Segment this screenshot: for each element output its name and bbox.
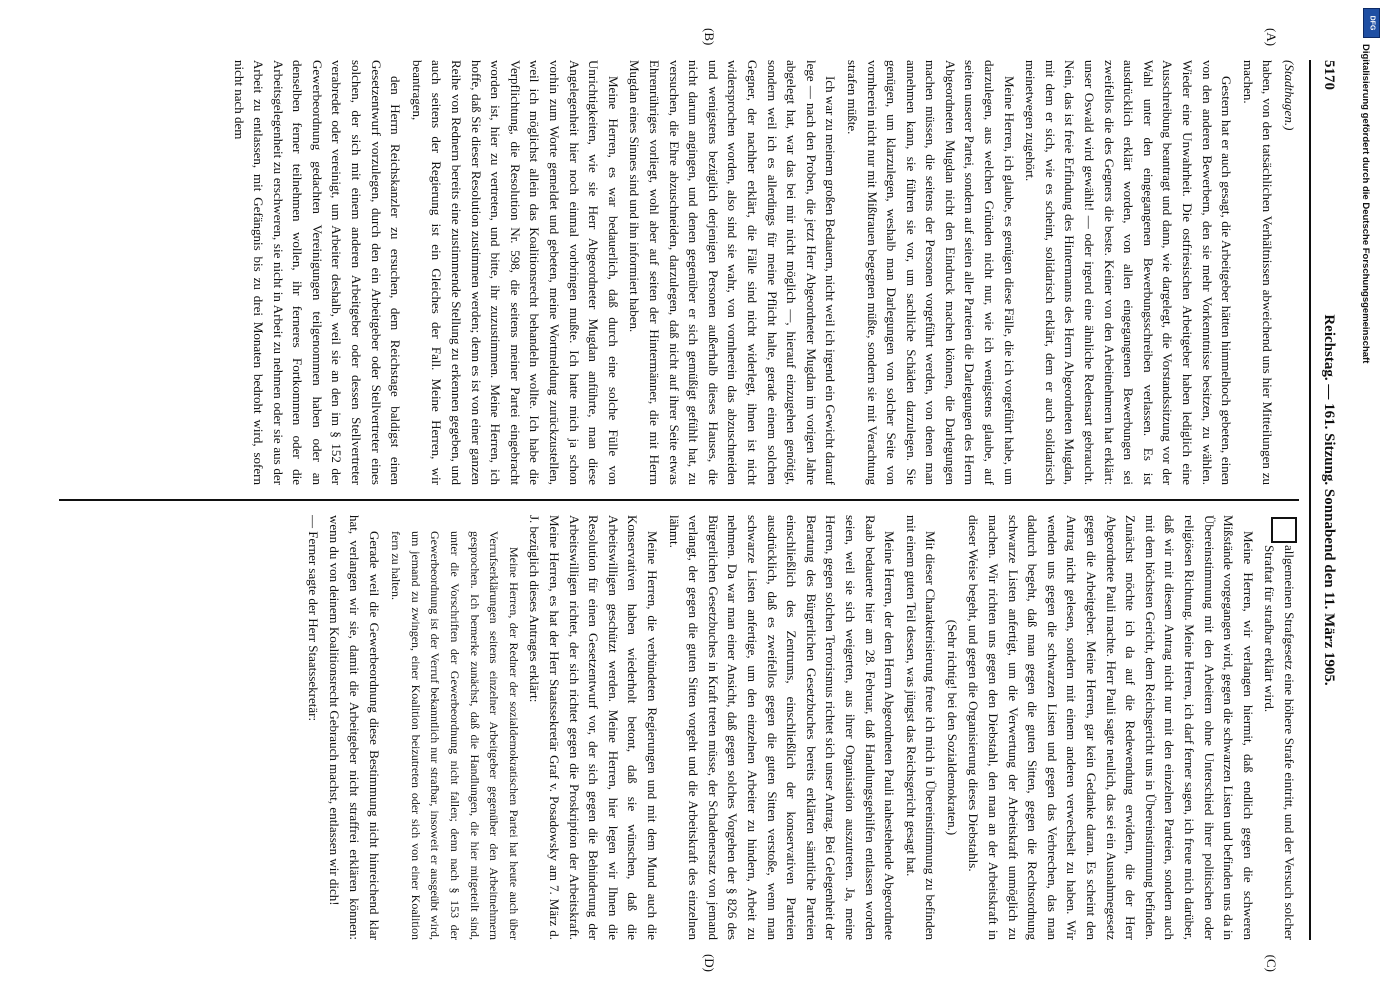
paragraph: Mit dieser Charakterisierung freue ich mich in Übereinstimmung zu befinden mit einem guten Teil dessen, was jüngst das Reichsgericht gesagt hat.	[903, 515, 938, 940]
paragraph: Meine Herren, der dem Herrn Abgeordneten Pauli nahestehende Abgeordnete Raab bedauerte hier am 28. Februar, daß Handlungsgehilfen entlassen worden seien, weil sie sich weigerten, aus ihrer Organisation auszutreten. Ja, meine Herren, gegen solchen Terrorismus richtet sich unser Antrag. Bei Gelegenheit der Beratung des Bürgerlichen Gesetzbuches bereits erklärten sämtliche Parteien einschließlich des Zentrums, einschließlich der konservativen Parteien ausdrücklich, daß es zweifellos gegen die guten Sitten verstoße, wenn man schwarze Listen anfertige, um den einzelnen Arbeiter zu hindern, Arbeit zu nehmen. Da war man einer Ansicht, daß gegen solches Vorgehen der § 826 des Bürgerlichen Gesetzbuches in Kraft treten müsse, der Schadenersatz von jemand verlangt, der gegen die guten Sitten vorgeht und die Arbeitskraft des einzelnen lähmt.	[666, 515, 897, 940]
column-divider	[59, 499, 1299, 501]
paragraph: Ich war zu meinem großen Bedauern, nicht weil ich irgend ein Gewicht darauf lege — nach den Proben, die jetzt Herr Abgeordneter Mugdan im vorigen Jahre abgelegt hat, war das bei mir nicht möglich —, hierauf einzugehen genötigt, sondern weil ich es allerdings für meine Pflicht halte, gerade einem solchen Gegner, der nachher erklärt, die Fälle sind nicht widerlegt, ihnen ist nicht widersprochen worden, also sind sie wahr, von vornherein das abzuschneiden und wenigstens bezüglich derjenigen Personen außerhalb dieses Hauses, die nicht darum angingen, und denen gegenüber er sich gemüßigt gefühlt hat, zu versuchen, die Ehre abzuschneiden, darzulegen, daß nicht auf ihrer Seite etwas Ehrenrühriges vorliegt, wohl aber auf seiten der Hintermänner, die mit Herrn Mugdan eines Sinnes sind und ihn informiert haben.	[626, 60, 838, 485]
paragraph: Meine Herren, wir verlangen hiermit, daß endlich gegen die schweren Mißstände vorgegangen wird, gegen die schwarzen Listen und befinden uns da in Übereinstimmung mit den Arbeitern ohne Unterschied ihrer politischen oder religiösen Richtung. Meine Herren, ich darf ferner sagen, ich freue mich darüber, daß wir mit diesem Antrag nicht nur mit den einzelnen Parteien, sondern auch mit dem höchsten Gericht, dem Reichsgericht uns in Übereinstimmung befinden. Zunächst möchte ich da auf die Redewendung erwidern, die der Herr Abgeordnete Pauli machte. Herr Pauli sagte neulich, das sei ein Ausnahmegesetz gegen die Arbeitgeber. Meine Herren, gar kein Gedanke daran. Es scheint den Antrag nicht gelesen, sondern mit einem anderen verwechselt zu haben. Wir wenden uns gegen die schwarzen Listen und gegen das Verbrechen, das man dadurch begeht, daß man gegen die guten Sitten, gegen die Rechtsordnung schwarze Listen anfertigt, um die Verwertung der Arbeitskraft unmöglich zu machen. Wir richten uns gegen den Diebstahl, den man an der Arbeitskraft in dieser Weise begeht, und gegen die Organisierung dieses Diebstahls.	[966, 515, 1256, 940]
paragraph: Meine Herren, die verbündeten Regierungen und mit dem Mund auch die Konservativen haben wiederholt betont, daß sie wünschen, daß die Arbeitswilligen geschützt werden. Meine Herren, hier legen wir Ihnen die Resolution für einen Gesetzentwurf vor, der sich gegen die Behinderung der Arbeitswilligen richtet, der sich richtet gegen die Proskription der Arbeitskraft. Meine Herren, es hat der Herr Staatssekretär Graf v. Posadowsky am 7. März d. J. bezüglich dieses Antrages erklärt:	[526, 515, 660, 940]
paragraph: Meine Herren, ich glaube, es genügen diese Fälle, die ich vorgeführt habe, um darzulegen, aus welchen Gründen nicht nur, wie ich wenigstens glaube, auf seiten unserer Partei, sondern auf seiten aller Parteien die Darlegungen des Herrn Abgeordneten Mugdan nicht den Eindruck machen können, die Darlegungen machen müssen, die seitens der Personen vorgeführt werden, von denen man annehmen kann, sie führen sie vor, um sachliche Schäden darzulegen. Sie genügen, um klarzulegen, weshalb man Darlegungen von solcher Seite von vornherein nicht nur mit Mißtrauen begegnen müßte, sondern sie mit Verachtung strafen müßte.	[844, 60, 1017, 485]
quotation: Meine Herren, der Redner der sozialdemokratischen Partei hat heute auch über Verrufserklärungen seitens einzelner Arbeitgeber gegenüber den Arbeitnehmern gesprochen. Ich bemerke zunächst, daß die Handlungen, die hier mitgeteilt sind, unter die Vorschriften der Gewerbeordnung nicht fallen; denn nach § 153 der Gewerbeordnung ist der Verruf bekanntlich nur strafbar, insoweit er ausgeübt wird, um jemand zu zwingen, einer Koalition beizutreten oder sich von einer Koalition fern zu halten.	[388, 531, 521, 940]
speaker-tag: (Stadthagen.)	[1281, 60, 1297, 131]
left-column	[59, 60, 1299, 485]
paragraph: — Ferner sagte der Herr Staatssekretär:	[305, 515, 321, 722]
rotated-page	[27, 20, 1357, 980]
page-number: 5170	[1320, 60, 1337, 90]
margin-letter-a: (A)	[1263, 28, 1279, 47]
digitization-credit	[1360, 8, 1379, 668]
library-stamp-icon	[1271, 517, 1297, 543]
page-header	[1309, 60, 1337, 940]
credit-text: Digitalisierung gefördert durch die Deutsche Forschungsgemeinschaft	[1360, 44, 1371, 364]
right-column	[59, 515, 1299, 940]
paragraph: haben, von den tatsächlichen Verhältnissen abweichend uns hier Mitteilungen zu machen.	[1240, 60, 1275, 485]
paragraph: Gestern hat er auch gesagt, die Arbeitgeber hätten himmelhoch gebeten, einen von den anderen Bewerbern, den sie mehr Vorkenntnisse besitzen, zu wählen. Wieder eine Unwahrheit. Die ostfriesischen Arbeitgeber haben lediglich eine Ausschreibung beantragt und dann, wie dargelegt, die Vorstandssitzung vor der Wahl unter den eingegangenen Bewerbungsschreiben verlassen. Es ist ausdrücklich erklärt worden, von allen eingegangenen Bewerbungen sei zweifellos die des Gegners die beste. Keiner von den Arbeitnehmern hat erklärt: unser Oswald wird gewählt! — oder irgend eine ähnliche Redensart gebraucht. Nein, das ist freie Erfindung des Hintermanns des Herrn Abgeordneten Mugdan, mit dem er sich, wie es scheint, solidarisch erklärt, dem er auch solidarisch meinetwegen zugehört.	[1022, 60, 1234, 485]
page-title: Reichstag. — 161. Sitzung. Sonnabend den 11. März 1905.	[1320, 314, 1337, 686]
dfg-logo: DFG	[1363, 8, 1380, 38]
margin-letter-c: (C)	[1263, 954, 1279, 972]
margin-letter-d: (D)	[701, 953, 717, 972]
interjection: (Sehr richtig! bei den Sozialdemokraten.)	[944, 619, 960, 836]
margin-letter-b: (B)	[701, 28, 717, 46]
paragraph: Meine Herren, es war bedauerlich, daß durch eine solche Fülle von Unrichtigkeiten, wie sie Herr Abgeordneter Mugdan anführte, man diese Angelegenheit hier noch einmal vorbringen mußte. Ich hatte mich ja schon vorhin zum Worte gemeldet und gebeten, meine Wortmeldung zurückzustellen, weil ich möglichst allein das Koalitionsrecht behandeln wollte. Ich habe die Verpflichtung, die Resolution Nr. 598, die seitens meiner Partei eingebracht worden ist, hier zu vertreten, und bitte, ihr zuzustimmen. Meine Herren, ich hoffe, daß Sie dieser Resolution zustimmen werden; denn es ist von einer ganzen Reihe von Rednern bereits eine zustimmende Stellung zu erkennen gegeben, und auch seitens der Regierung ist ein Gleiches der Fall. Meine Herren, wir beantragen,	[409, 60, 621, 485]
paragraph: den Herrn Reichskanzler zu ersuchen, dem Reichstage baldigst einen Gesetzentwurf vorzulegen, durch den ein Arbeitgeber oder Stellvertreter eines solchen, der sich mit einem anderen Arbeitgeber oder dessen Stellvertreter verabredet oder vereinigt, um Arbeiter deshalb, weil sie an den im § 152 der Gewerbeordnung gedachten Vereinigungen teilgenommen haben oder an denselben ferner teilnehmen wollen, ihr ferneres Fortkommen oder die Arbeitsgelegenheit zu erschweren, sie nicht in Arbeit zu nehmen oder sie aus der Arbeit zu entlassen, mit Gefängnis bis zu drei Monaten bedroht wird, sofern nicht nach dem	[231, 60, 403, 485]
paragraph: allgemeinen Strafgesetz eine höhere Strafe eintritt, und der Versuch solcher Straftat für strafbar erklärt wird.	[1261, 545, 1297, 940]
paragraph: Gerade weil die Gewerbeordnung diese Bestimmung nicht hinreichend klar hat, verlangen wir sie, damit die Arbeitgeber nicht straffrei erklären können: wenn du von deinem Koalitionsrecht Gebrauch machst, entlassen wir dich!	[327, 515, 382, 940]
